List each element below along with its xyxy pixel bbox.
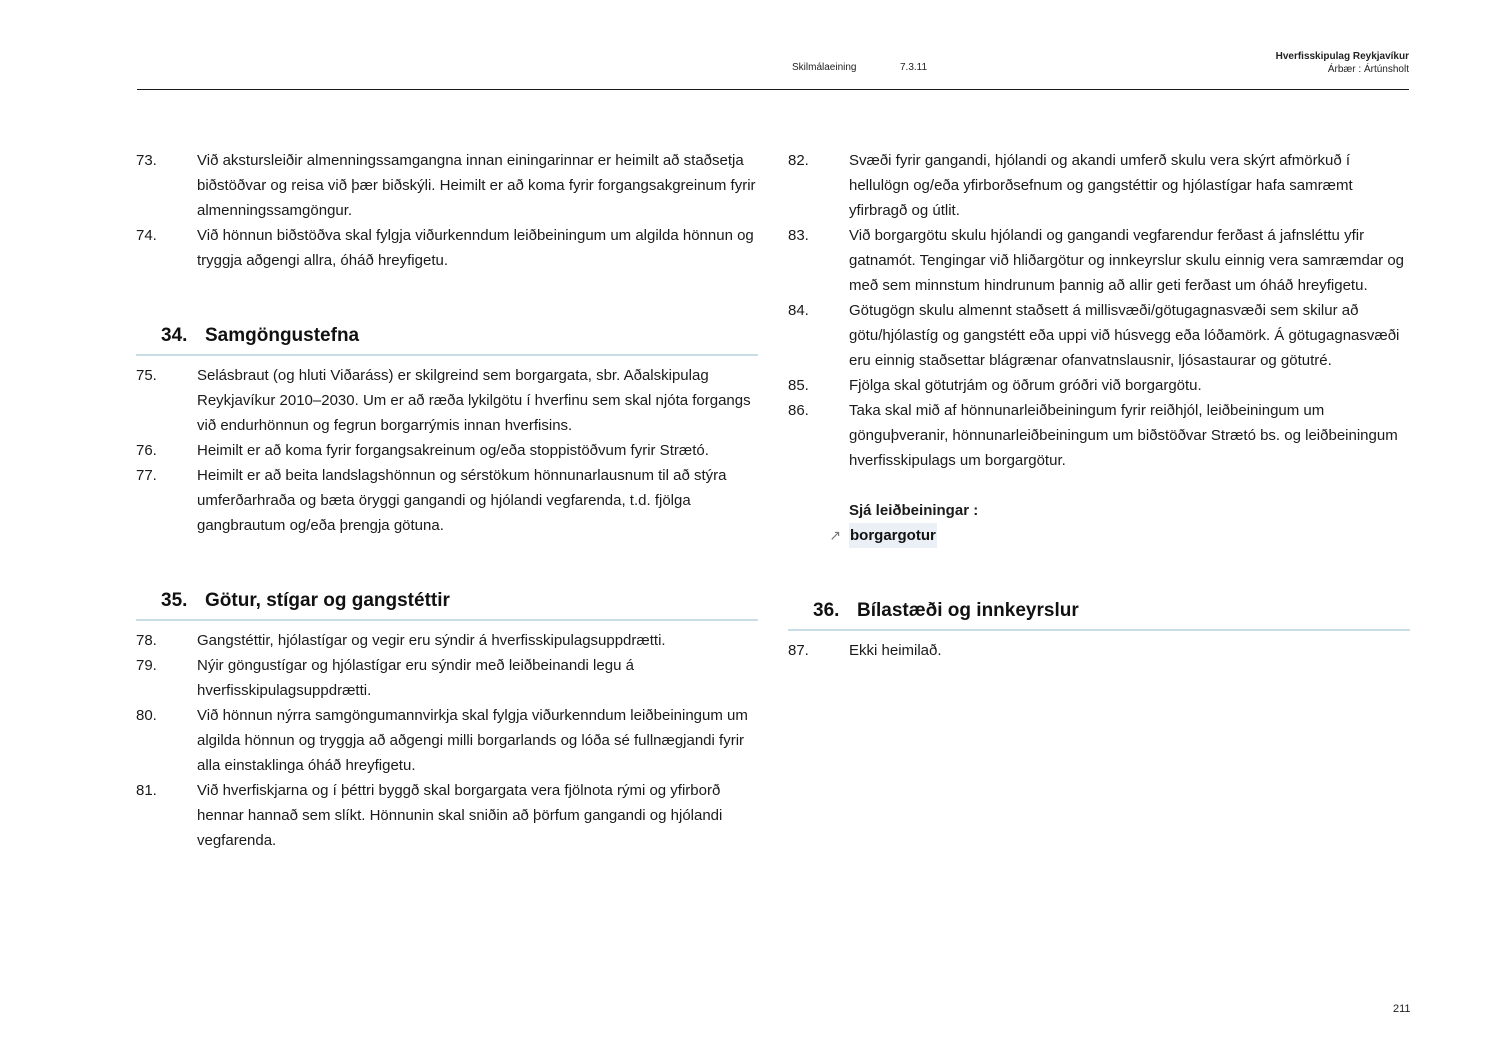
header-doc-info — [1276, 50, 1409, 76]
item-number: 84. — [788, 302, 809, 319]
section-number: 35. — [161, 590, 188, 611]
item-number: 80. — [136, 707, 157, 724]
section-divider — [788, 629, 1410, 631]
item-number: 75. — [136, 367, 157, 384]
list-item — [788, 398, 1410, 473]
section-divider — [136, 619, 758, 621]
guideline-link-borgargotur[interactable]: borgargotur — [849, 523, 937, 548]
item-text: Selásbraut (og hluti Viðaráss) er skilgreind sem borgargata, sbr. Aðalskipulag Reykjavíkur 2010–2030. Um er að ræða lykilgötu í hverfinu sem skal njóta forgangs við endurhönnun og fegrun borgarrýmis innan hverfisins. — [197, 367, 751, 434]
item-text: Svæði fyrir gangandi, hjólandi og akandi umferð skulu vera skýrt afmörkuð í hellulögn og/eða yfirborðsefnum og gangstéttir og hjólastígar hafa samræmt yfirbragð og útlit. — [849, 152, 1353, 219]
section-heading-35 — [136, 583, 758, 619]
item-text: Við hönnun biðstöðva skal fylgja viðurkenndum leiðbeiningum um algilda hönnun og tryggja aðgengi allra, óháð hreyfigetu. — [197, 227, 754, 269]
list-item — [788, 148, 1410, 223]
header-doc-title: Hverfisskipulag Reykjavíkur — [1275, 51, 1409, 62]
external-link-arrow-icon: ↗ — [829, 527, 841, 543]
section-number: 36. — [813, 600, 840, 621]
item-number: 82. — [788, 152, 809, 169]
item-number: 74. — [136, 227, 157, 244]
item-text: Heimilt er að beita landslagshönnun og sérstökum hönnunarlausnum til að stýra umferðarhraða og bæta öryggi gangandi og hjólandi vegfarenda, t.d. fjölga gangbrautum og/eða þrengja götuna. — [197, 467, 727, 534]
list-item — [136, 148, 758, 223]
list-item — [788, 223, 1410, 298]
item-number: 77. — [136, 467, 157, 484]
page-number: 211 — [1393, 1003, 1411, 1015]
item-number: 73. — [136, 152, 157, 169]
list-item — [136, 438, 758, 463]
item-text: Taka skal mið af hönnunarleiðbeiningum fyrir reiðhjól, leiðbeiningum um gönguþveranir, hönnunarleiðbeiningum um biðstöðvar Strætó bs. og leiðbeiningum hverfisskipulags um borgargötur. — [849, 402, 1398, 469]
item-text: Götugögn skulu almennt staðsett á millisvæði/götugagnasvæði sem skilur að götu/hjólastíg og gangstétt eða uppi við húsvegg eða lóðamörk. Á götugagnasvæði eru einnig staðsettar blágrænar ofanvatnslausnir, ljósastaurar og götutré. — [849, 302, 1400, 369]
header-section-label: Skilmálaeining — [792, 62, 857, 73]
list-item — [788, 638, 1410, 663]
list-item — [788, 298, 1410, 373]
item-text: Nýir göngustígar og hjólastígar eru sýndir með leiðbeinandi legu á hverfisskipulagsuppdrætti. — [197, 657, 634, 699]
item-number: 87. — [788, 642, 809, 659]
item-text: Við borgargötu skulu hjólandi og gangandi vegfarendur ferðast á jafnsléttu yfir gatnamót. Tengingar við hliðargötur og innkeyrslur skulu einnig vera samræmdar og með sem minnstum hindrunum þannig að allir geti ferðast um óháð hreyfigetu. — [849, 227, 1405, 294]
item-number: 79. — [136, 657, 157, 674]
section-title: Bílastæði og innkeyrslur — [857, 600, 1079, 621]
section-divider — [136, 354, 758, 356]
section-heading-34 — [136, 318, 758, 354]
list-item — [136, 223, 758, 273]
item-text: Við akstursleiðir almenningssamgangna innan einingarinnar er heimilt að staðsetja biðstöðvar og reisa við þær biðskýli. Heimilt er að koma fyrir forgangsakgreinum fyrir almenningssamgöngur. — [197, 152, 756, 219]
section-heading-36 — [788, 593, 1410, 629]
guideline-link-row[interactable] — [788, 523, 1410, 548]
list-item — [136, 653, 758, 703]
header-section-number: 7.3.11 — [900, 62, 928, 73]
header-divider — [137, 89, 1409, 90]
right-column — [788, 148, 1410, 663]
item-text: Ekki heimilað. — [849, 642, 942, 659]
item-number: 85. — [788, 377, 809, 394]
see-guidelines-label: Sjá leiðbeiningar : — [849, 502, 979, 519]
item-text: Við hönnun nýrra samgöngumannvirkja skal fylgja viðurkenndum leiðbeiningum um algilda hönnun og tryggja að aðgengi milli borgarlands og lóða sé fullnægjandi fyrir alla einstaklinga óháð hreyfigetu. — [197, 707, 748, 774]
item-text: Fjölga skal götutrjám og öðrum gróðri við borgargötu. — [849, 377, 1202, 394]
list-item — [788, 373, 1410, 398]
left-column — [136, 148, 758, 853]
list-item — [136, 363, 758, 438]
section-title: Götur, stígar og gangstéttir — [205, 590, 450, 611]
section-title: Samgöngustefna — [205, 325, 360, 346]
list-item — [136, 628, 758, 653]
list-item — [136, 778, 758, 853]
list-item — [136, 463, 758, 538]
section-number: 34. — [161, 325, 188, 346]
item-number: 76. — [136, 442, 157, 459]
item-number: 86. — [788, 402, 809, 419]
item-number: 81. — [136, 782, 157, 799]
list-item — [136, 703, 758, 778]
item-number: 78. — [136, 632, 157, 649]
item-text: Við hverfiskjarna og í þéttri byggð skal borgargata vera fjölnota rými og yfirborð hennar hannað sem slíkt. Hönnunin skal sniðin að þörfum gangandi og hjólandi vegfarenda. — [197, 782, 723, 849]
item-number: 83. — [788, 227, 809, 244]
item-text: Gangstéttir, hjólastígar og vegir eru sýndir á hverfisskipulagsuppdrætti. — [197, 632, 666, 649]
item-text: Heimilt er að koma fyrir forgangsakreinum og/eða stoppistöðvum fyrir Strætó. — [197, 442, 709, 459]
header-doc-subtitle: Árbær : Ártúnsholt — [1327, 64, 1409, 75]
